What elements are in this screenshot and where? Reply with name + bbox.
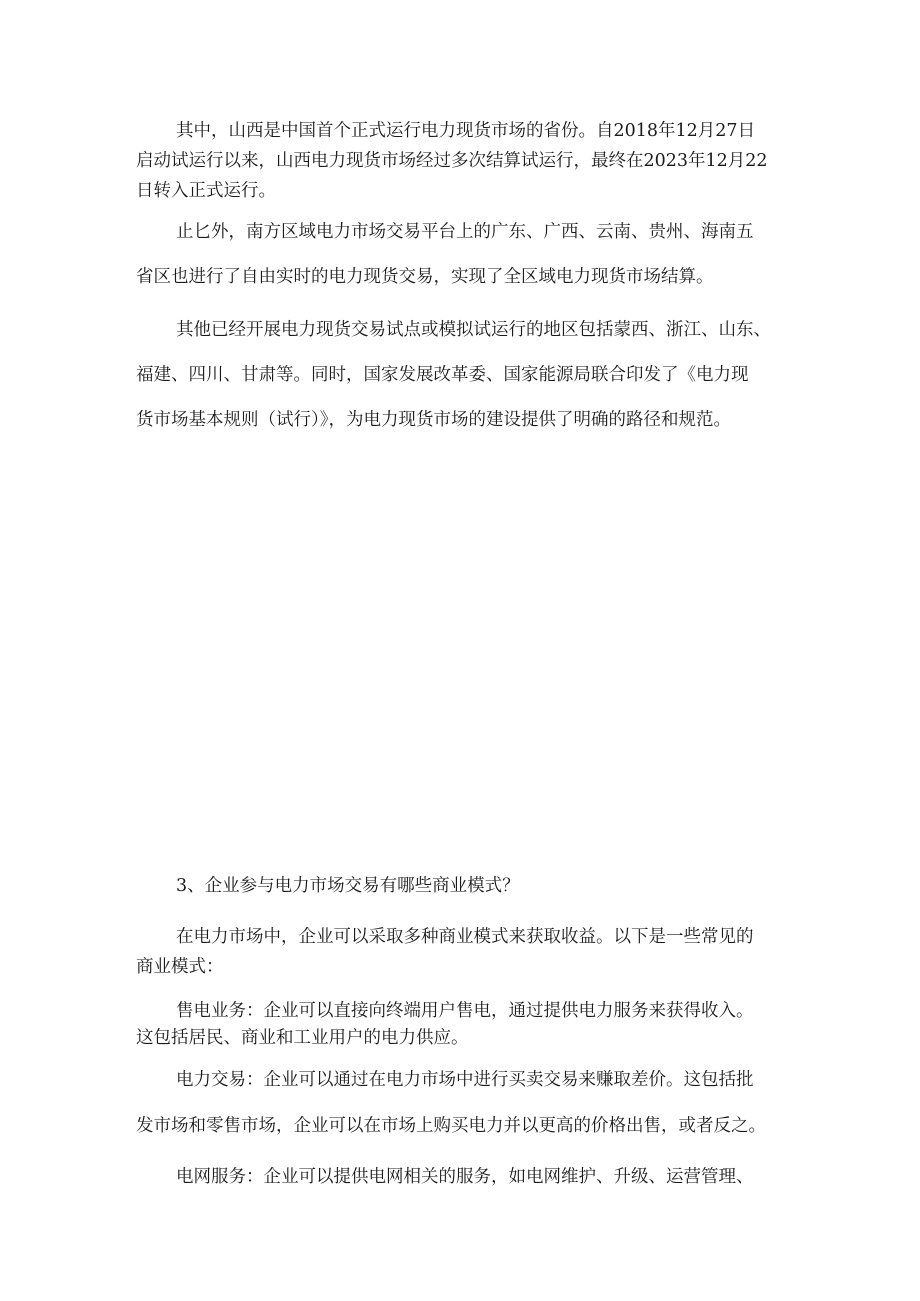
text-line: 发市场和零售市场，企业可以在市场上购买电力并以更高的价格出售，或者反之。 — [136, 1116, 766, 1136]
text-line: 启动试运行以来，山西电力现货市场经过多次结算试运行，最终在2023年12月22 — [136, 151, 768, 171]
text-line: 止匕外，南方区域电力市场交易平台上的广东、广西、云南、贵州、海南五 — [176, 222, 754, 242]
text-line: 售电业务：企业可以直接向终端用户售电，通过提供电力服务来获得收入。 — [176, 1001, 754, 1021]
text-line: 省区也进行了自由实时的电力现货交易，实现了全区域电力现货市场结算。 — [136, 267, 714, 287]
text-line: 货市场基本规则（试行）》，为电力现货市场的建设提供了明确的路径和规范。 — [136, 410, 731, 430]
text-line: 商业模式： — [136, 957, 224, 977]
heading-text: 3、企业参与电力市场交易有哪些商业模式？ — [176, 876, 520, 896]
text-line: 电网服务：企业可以提供电网相关的服务，如电网维护、升级、运营管理、 — [176, 1167, 754, 1187]
text-line: 在电力市场中，企业可以采取多种商业模式来获取收益。以下是一些常见的 — [176, 927, 754, 947]
text-line: 其他已经开展电力现货交易试点或模拟试运行的地区包括蒙西、浙江、山东、 — [176, 320, 771, 340]
text-line: 电力交易：企业可以通过在电力市场中进行买卖交易来赚取差价。这包括批 — [176, 1070, 754, 1090]
text-line: 日转入正式运行。 — [136, 181, 276, 201]
text-line: 福建、四川、甘肃等。同时，国家发展改革委、国家能源局联合印发了《电力现 — [136, 365, 749, 385]
text-line: 其中，山西是中国首个正式运行电力现货市场的省份。自2018年12月27日 — [176, 121, 756, 141]
text-line: 这包括居民、商业和工业用户的电力供应。 — [136, 1028, 469, 1048]
